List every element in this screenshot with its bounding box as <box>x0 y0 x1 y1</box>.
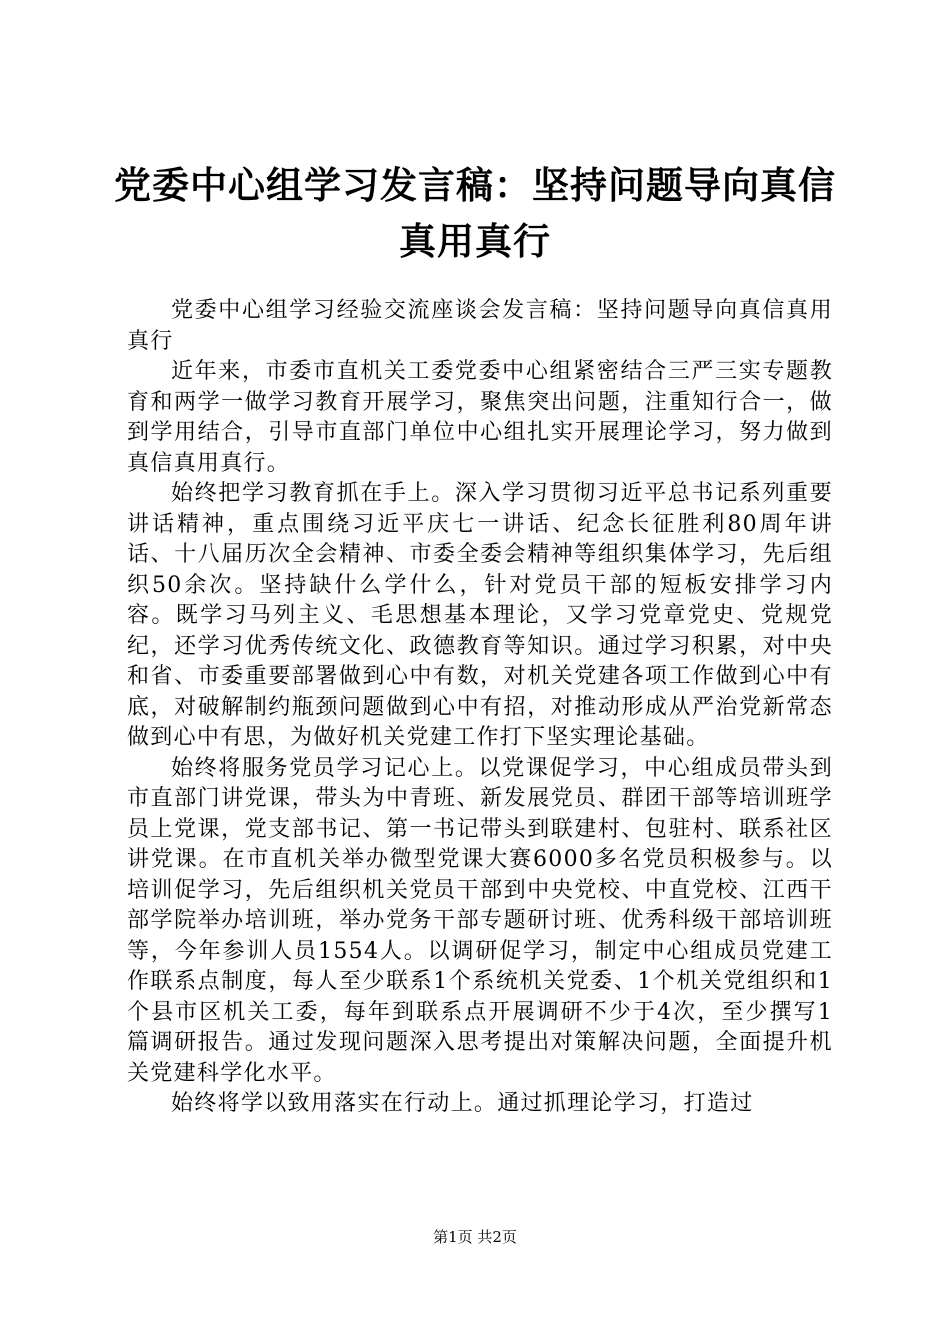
paragraph-subtitle: 党委中心组学习经验交流座谈会发言稿：坚持问题导向真信真用真行 <box>127 298 833 354</box>
document-title: 党委中心组学习发言稿：坚持问题导向真信真用真行 <box>114 164 836 263</box>
document-body <box>127 296 833 1120</box>
paragraph-serve-members: 始终将服务党员学习记心上。以党课促学习，中心组成员带头到市直部门讲党课，带头为中青班、新发展党员、群团干部等培训班学员上党课，党支部书记、第一书记带头到联建村、包驻村、联系社区讲党课。在市直机关举办微型党课大赛6000多名党员积极参与。以培训促学习，先后组织机关党员干部到中央党校、中直党校、江西干部学院举办培训班，举办党务干部专题研讨班、优秀科级干部培训班等，今年参训人员1554人。以调研促学习，制定中心组成员党建工作联系点制度，每人至少联系1个系统机关党委、1个机关党组织和1个县市区机关工委，每年到联系点开展调研不少于4次，至少撰写1篇调研报告。通过发现问题深入思考提出对策解决问题，全面提升机关党建科学化水平。 <box>127 755 833 1086</box>
page-number-footer: 第1页 共2页 <box>433 1228 517 1246</box>
paragraph-apply-learning: 始终将学以致用落实在行动上。通过抓理论学习，打造过 <box>171 1091 754 1116</box>
paragraph-intro: 近年来，市委市直机关工委党委中心组紧密结合三严三实专题教育和两学一做学习教育开展学习，聚焦突出问题，注重知行合一，做到学用结合，引导市直部门单位中心组扎实开展理论学习，努力做到真信真用真行。 <box>127 359 833 476</box>
paragraph-study-education: 始终把学习教育抓在手上。深入学习贯彻习近平总书记系列重要讲话精神，重点围绕习近平庆七一讲话、纪念长征胜利80周年讲话、十八届历次全会精神、市委全委会精神等组织集体学习，先后组织50余次。坚持缺什么学什么，针对党员干部的短板安排学习内容。既学习马列主义、毛思想基本理论，又学习党章党史、党规党纪，还学习优秀传统文化、政德教育等知识。通过学习积累，对中央和省、市委重要部署做到心中有数，对机关党建各项工作做到心中有底，对破解制约瓶颈问题做到心中有招，对推动形成从严治党新常态做到心中有思，为做好机关党建工作打下坚实理论基础。 <box>127 481 833 750</box>
